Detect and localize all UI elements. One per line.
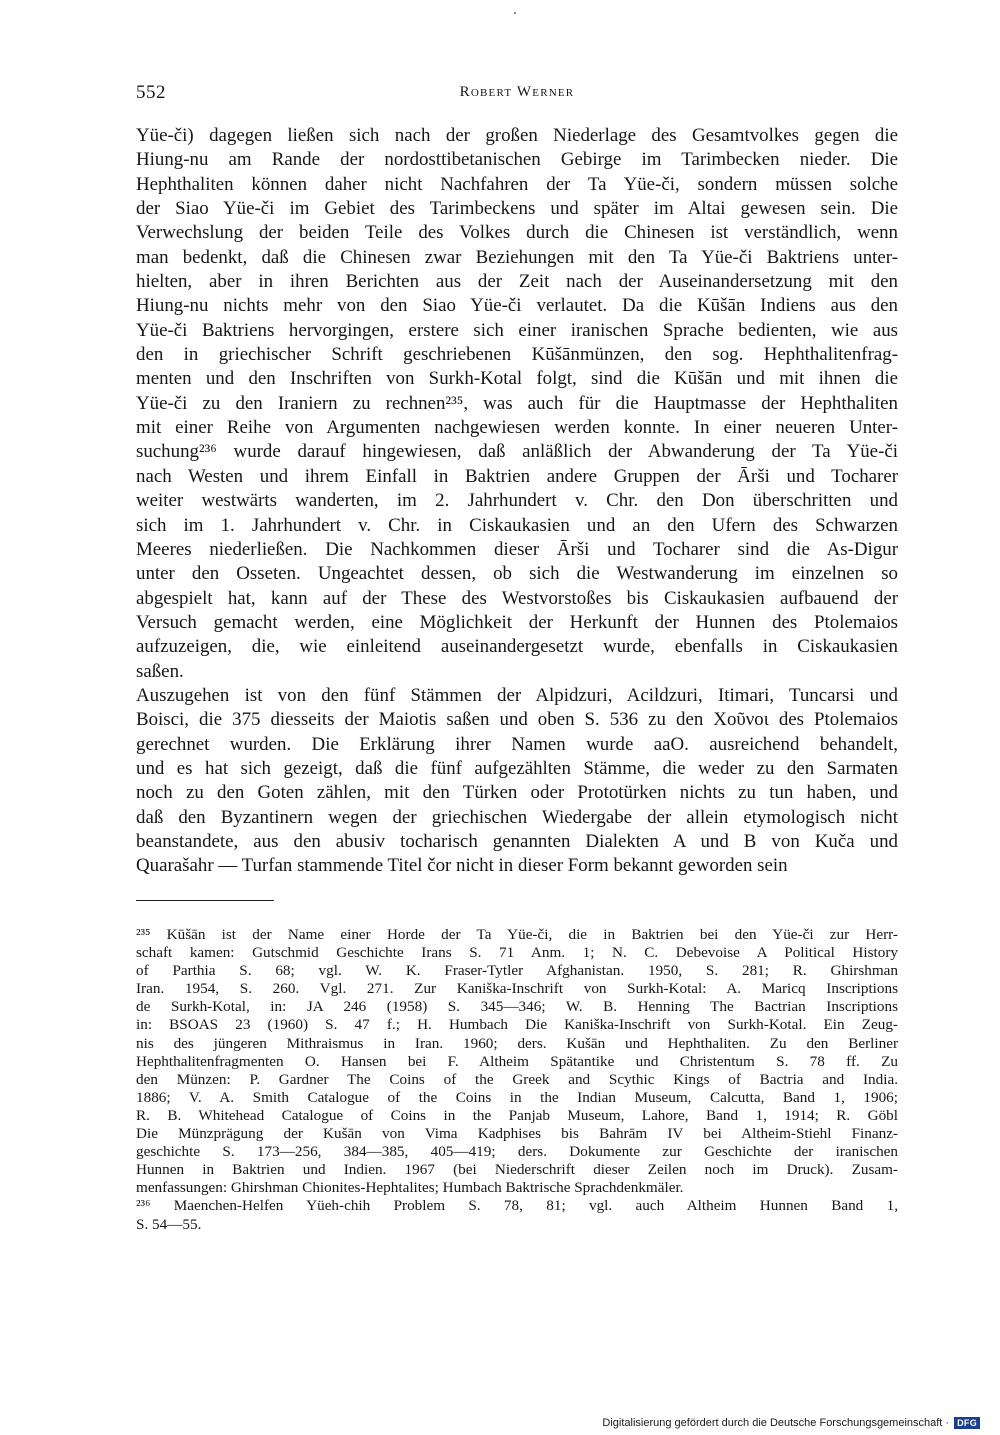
footnote-line: Die Münzprägung der Kušān von Vima Kadphises bis Bahrām IV bei Altheim-Stiehl Finanz- — [136, 1125, 898, 1143]
text-line: Yüe-či Baktriens hervorgingen, erstere sich einer iranischen Sprache bedienten, wie aus — [136, 319, 898, 341]
text-line: daß den Byzantinern wegen der griechischen Wiedergabe der allein etymologisch nicht — [136, 806, 898, 828]
page-header — [136, 82, 898, 110]
text-line: suchung²³⁶ wurde darauf hingewiesen, daß anläßlich der Abwanderung der Ta Yüe-či — [136, 441, 898, 463]
footnote-line: ²³⁵ Kūšān ist der Name einer Horde der Ta Yüe-či, die in Baktrien bei den Yüe-či zur Herr- — [136, 926, 898, 943]
footnote-line: R. B. Whitehead Catalogue of Coins in the Panjab Museum, Lahore, Band 1, 1914; R. Göbl — [136, 1106, 898, 1124]
footnotes — [136, 926, 898, 1234]
footnote-line: den Münzen: P. Gardner The Coins of the Greek and Scythic Kings of Bactria and India. — [136, 1070, 898, 1088]
page-number: 552 — [136, 82, 166, 103]
footnote-line: of Parthia S. 68; vgl. W. K. Fraser-Tytler Afghanistan. 1950, S. 281; R. Ghirshman — [136, 962, 898, 980]
body-text — [136, 124, 898, 879]
text-line: Versuch gemacht werden, eine Möglichkeit der Herkunft der Hunnen des Ptolemaios — [136, 611, 898, 633]
text-line: Verwechslung der beiden Teile des Volkes durch die Chinesen ist verständlich, wenn — [136, 222, 898, 244]
text-line: Yüe-či zu den Iraniern zu rechnen²³⁵, was auch für die Hauptmasse der Hephthaliten — [136, 392, 898, 414]
text-line: noch zu den Goten zählen, mit den Türken oder Prototürken nichts zu tun haben, und — [136, 782, 898, 804]
text-line: Hiung-nu nichts mehr von den Siao Yüe-či verlautet. Da die Kūšān Indiens aus den — [136, 295, 898, 317]
footnote-line: de Surkh-Kotal, in: JA 246 (1958) S. 345—346; W. B. Henning The Bactrian Inscriptions — [136, 998, 898, 1016]
text-line: Yüe-či) dagegen ließen sich nach der großen Niederlage des Gesamtvolkes gegen die — [136, 125, 898, 146]
page-footer — [602, 1417, 980, 1429]
footnote-line: schaft kamen: Gutschmid Geschichte Irans S. 71 Anm. 1; N. C. Debevoise A Political History — [136, 944, 898, 962]
text-line: unter den Osseten. Ungeachtet dessen, ob sich die Westwanderung im einzelnen so — [136, 563, 898, 585]
text-line: der Siao Yüe-či im Gebiet des Tarimbeckens und später im Altai gewesen sein. Die — [136, 198, 898, 220]
text-line: und es hat sich gezeigt, daß die fünf aufgezählten Stämme, die weder zu den Sarmaten — [136, 757, 898, 779]
funding-notice: Digitalisierung gefördert durch die Deutsche Forschungsgemeinschaft · — [602, 1417, 950, 1429]
text-line: hielten, aber in ihren Berichten aus der Zeit nach der Auseinandersetzung mit den — [136, 271, 898, 293]
text-line: Quarašahr — Turfan stammende Titel čor nicht in dieser Form bekannt geworden sein — [136, 855, 788, 877]
footnote-line: 1886; V. A. Smith Catalogue of the Coins in the Indian Museum, Calcutta, Band 1, 1906; — [136, 1088, 898, 1106]
text-line: Meeres niederließen. Die Nachkommen dieser Ārši und Tocharer sind die As-Digur — [136, 538, 898, 560]
text-line: Boisci, die 375 diesseits der Maiotis saßen und oben S. 536 zu den Χοῦνοι des Ptolemaios — [136, 709, 898, 731]
scan-speck — [514, 12, 516, 14]
text-line: den in griechischer Schrift geschriebenen Kūšānmünzen, den sog. Hephthalitenfrag- — [136, 344, 898, 366]
footnote-line: Hephthalitenfragmenten O. Hansen bei F. Altheim Spätantike und Christentum S. 78 ff. Zu — [136, 1052, 898, 1070]
text-line: saßen. — [136, 660, 184, 682]
text-line: weiter westwärts wanderten, im 2. Jahrhundert v. Chr. den Don überschritten und — [136, 490, 898, 512]
text-line: nach Westen und ihrem Einfall in Baktrien andere Gruppen der Ārši und Tocharer — [136, 465, 898, 487]
footnote-line: Iran. 1954, S. 260. Vgl. 271. Zur Kaniška-Inschrift von Surkh-Kotal: A. Maricq Inscriptions — [136, 980, 898, 998]
dfg-logo: DFG — [954, 1417, 980, 1429]
footnote-line: ²³⁶ Maenchen-Helfen Yüeh-chih Problem S. 78, 81; vgl. auch Altheim Hunnen Band 1, — [136, 1197, 898, 1215]
text-line: Hiung-nu am Rande der nordosttibetanischen Gebirge im Tarimbecken nieder. Die — [136, 149, 898, 171]
text-line: menten und den Inschriften von Surkh-Kotal folgt, sind die Kūšān und mit ihnen die — [136, 368, 898, 390]
footnote-line: in: BSOAS 23 (1960) S. 47 f.; H. Humbach Die Kaniška-Inschrift von Surkh-Kotal. Ein Zeug- — [136, 1016, 898, 1034]
text-line: Hephthaliten können daher nicht Nachfahren der Ta Yüe-či, sondern müssen solche — [136, 173, 898, 195]
text-line: abgespielt hat, kann auf der These des Westvorstoßes bis Ciskaukasien aufbauend der — [136, 587, 898, 609]
text-line: man bedenkt, daß die Chinesen zwar Beziehungen mit den Ta Yüe-či Baktriens unter- — [136, 246, 898, 268]
footnote-line: nis des jüngeren Mithraismus in Iran. 1960; ders. Kušān und Hephthaliten. Zu den Berliner — [136, 1034, 898, 1052]
footnote-line: S. 54—55. — [136, 1215, 202, 1233]
text-line: gerechnet wurden. Die Erklärung ihrer Namen wurde aaO. ausreichend behandelt, — [136, 733, 898, 755]
running-head-author: Robert Werner — [459, 84, 575, 100]
text-line: sich im 1. Jahrhundert v. Chr. in Ciskaukasien und an den Ufern des Schwarzen — [136, 514, 898, 536]
text-line: mit einer Reihe von Argumenten nachgewiesen werden konnte. In einer neueren Unter- — [136, 417, 898, 439]
footnote-line: geschichte S. 173—256, 384—385, 405—419; ders. Dokumente zur Geschichte der iranischen — [136, 1143, 898, 1161]
footnote-line: Hunnen in Baktrien und Indien. 1967 (bei Niederschrift dieser Zeilen noch im Druck). Zusam- — [136, 1161, 898, 1179]
text-line: beanstandete, aus den abusiv tocharisch genannten Dialekten A und B von Kuča und — [136, 830, 898, 852]
footnote-separator — [136, 900, 274, 901]
text-line: Auszugehen ist von den fünf Stämmen der Alpidzuri, Acildzuri, Itimari, Tuncarsi und — [136, 684, 898, 706]
footnote-line: menfassungen: Ghirshman Chionites-Hephtalites; Humbach Baktrische Sprachdenkmäler. — [136, 1179, 684, 1197]
text-line: aufzuzeigen, die, wie einleitend auseinandergesetzt wurde, ebenfalls in Ciskaukasien — [136, 636, 898, 658]
